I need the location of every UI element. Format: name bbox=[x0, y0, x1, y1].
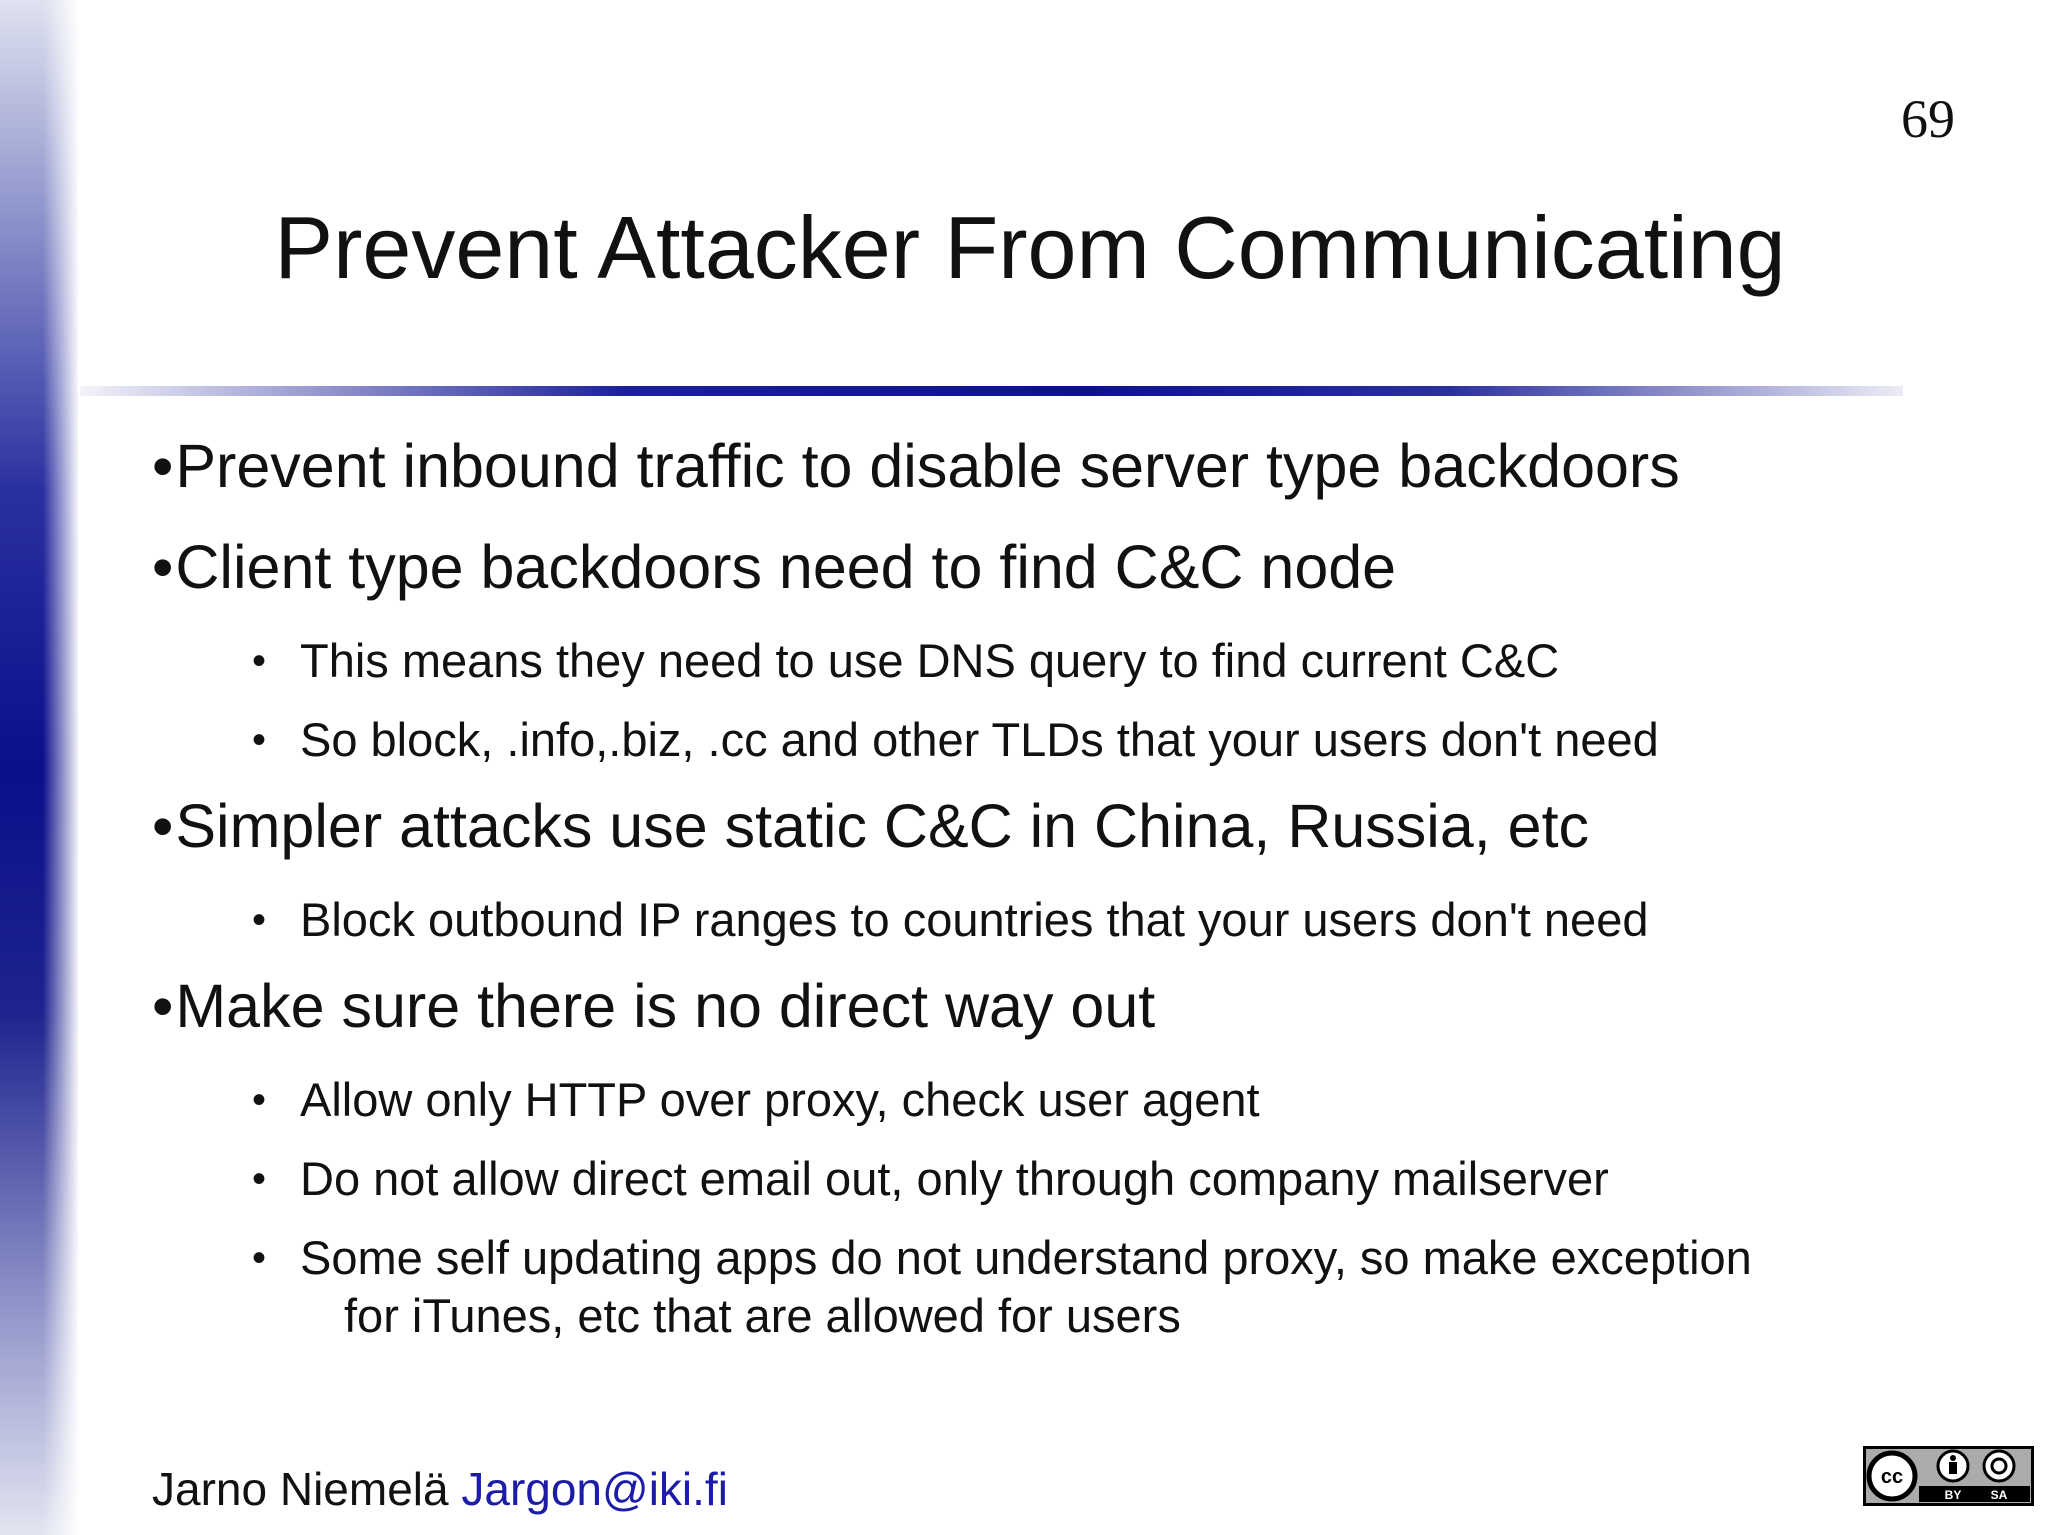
cc-label: cc bbox=[1880, 1466, 1904, 1488]
cc-by-sa-icon bbox=[1863, 1446, 2034, 1506]
sub-bullet-text: Block outbound IP ranges to countries that your users don't need bbox=[300, 893, 1649, 946]
bullet-item bbox=[152, 970, 1972, 1042]
bullet-glyph: • bbox=[152, 432, 174, 500]
share-alike-icon bbox=[1984, 1451, 2014, 1481]
title-divider bbox=[80, 386, 1903, 396]
author-email-link[interactable]: Jargon@iki.fi bbox=[461, 1463, 728, 1515]
bullet-text: Prevent inbound traffic to disable server type backdoors bbox=[175, 432, 1680, 500]
license-label-strip bbox=[1919, 1486, 2030, 1502]
slide-title: Prevent Attacker From Communicating bbox=[274, 198, 1786, 297]
sub-bullet-glyph: • bbox=[252, 898, 267, 942]
footer-credit bbox=[152, 1463, 728, 1515]
sub-bullet-text: This means they need to use DNS query to find current C&C bbox=[300, 634, 1560, 687]
sa-label: SA bbox=[1990, 1488, 2008, 1502]
bullet-item bbox=[152, 790, 1972, 862]
sub-bullet-continuation: for iTunes, etc that are allowed for users bbox=[344, 1289, 1181, 1342]
author-name: Jarno Niemelä bbox=[152, 1463, 449, 1515]
sub-bullet-text: So block, .info,.biz, .cc and other TLDs that your users don't need bbox=[300, 713, 1659, 766]
by-label: BY bbox=[1944, 1488, 1962, 1502]
bullet-text: Client type backdoors need to find C&C node bbox=[175, 533, 1397, 601]
slide-content bbox=[152, 430, 1972, 1366]
bullet-text: Make sure there is no direct way out bbox=[175, 972, 1156, 1040]
sub-bullet-item bbox=[152, 1071, 1972, 1129]
bullet-glyph: • bbox=[152, 792, 174, 860]
attribution-body bbox=[1949, 1462, 1957, 1474]
slide-number: 69 bbox=[1901, 89, 1955, 149]
sub-bullet-glyph: • bbox=[252, 1236, 267, 1280]
bullet-glyph: • bbox=[152, 972, 174, 1040]
sidebar-fade bbox=[0, 0, 78, 1535]
bullet-item bbox=[152, 430, 1972, 502]
sub-bullet-item bbox=[152, 1229, 1972, 1345]
sub-bullet-glyph: • bbox=[252, 718, 267, 762]
sub-bullet-glyph: • bbox=[252, 1157, 267, 1201]
sub-bullet-glyph: • bbox=[252, 639, 267, 683]
sub-bullet-text: Allow only HTTP over proxy, check user agent bbox=[300, 1073, 1260, 1126]
bullet-item bbox=[152, 531, 1972, 603]
bullet-text: Simpler attacks use static C&C in China, Russia, etc bbox=[175, 792, 1590, 860]
sub-bullet-text: Some self updating apps do not understand proxy, so make exception bbox=[300, 1231, 1752, 1284]
sub-bullet-item bbox=[152, 632, 1972, 690]
sub-bullet-item bbox=[152, 711, 1972, 769]
sub-bullet-text: Do not allow direct email out, only through company mailserver bbox=[300, 1152, 1609, 1205]
bullet-glyph: • bbox=[152, 533, 174, 601]
sub-bullet-glyph: • bbox=[252, 1078, 267, 1122]
sub-bullet-item bbox=[152, 1150, 1972, 1208]
sub-bullet-item bbox=[152, 891, 1972, 949]
attribution-head bbox=[1950, 1455, 1956, 1461]
